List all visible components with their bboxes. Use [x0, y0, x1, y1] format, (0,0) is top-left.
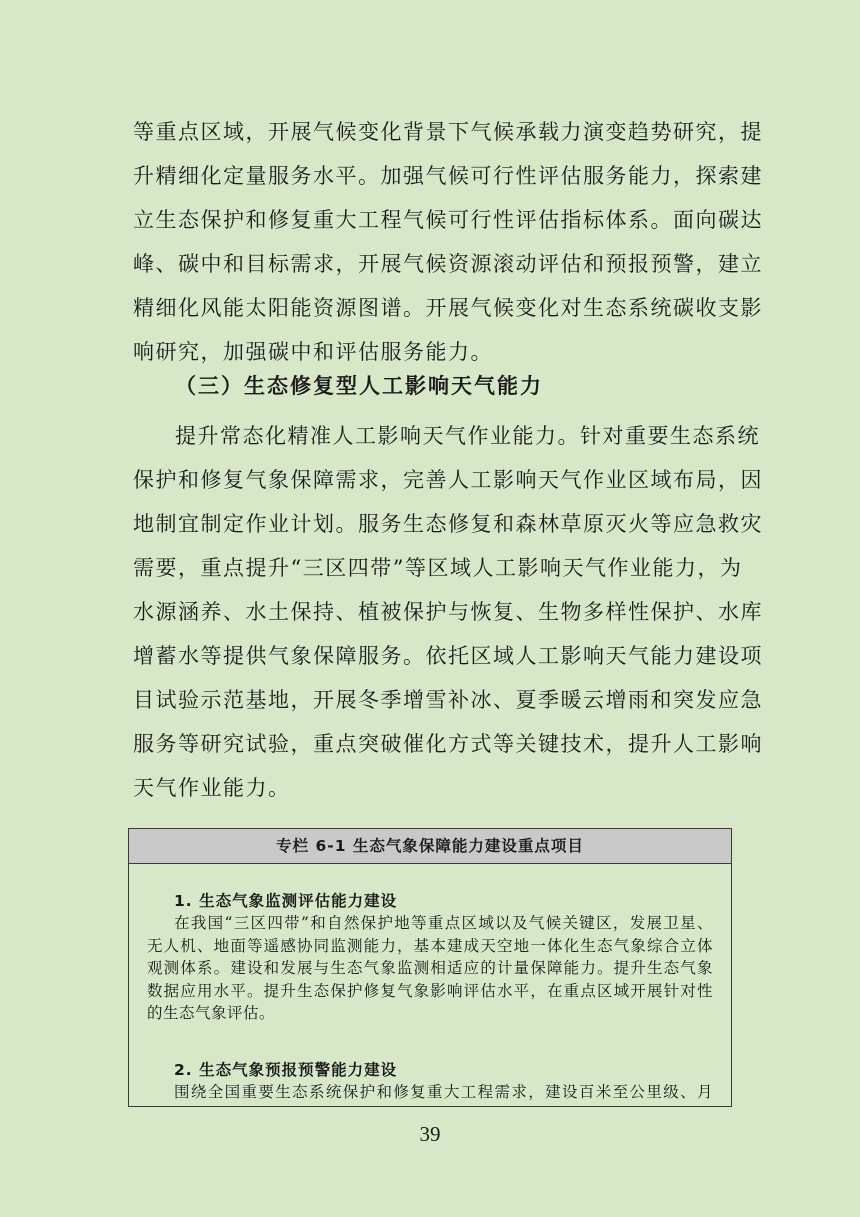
- text-line: 地制宜制定作业计划。服务生态修复和森林草原灭火等应急救灾: [133, 512, 763, 536]
- text-line: 提升常态化精准人工影响天气作业能力。针对重要生态系统: [175, 424, 760, 448]
- text-line: 天气作业能力。: [133, 776, 291, 800]
- text-line: 峰、碳中和目标需求，开展气候资源滚动评估和预报预警，建立: [133, 252, 763, 276]
- box-section-2-text: [147, 1081, 713, 1104]
- page-number: 39: [419, 1122, 441, 1146]
- box-section-1-title: 1. 生态气象监测评估能力建设: [174, 892, 398, 910]
- text-line: 响研究，加强碳中和评估服务能力。: [133, 340, 493, 364]
- text-line: 围绕全国重要生态系统保护和修复重大工程需求，建设百米至公里级、月: [174, 1083, 713, 1101]
- text-line: 观测体系。建设和发展与生态气象监测相适应的计量保障能力。提升生态气象: [147, 959, 713, 977]
- text-line: 服务等研究试验，重点突破催化方式等关键技术，提升人工影响: [133, 732, 763, 756]
- text-line: 需要，重点提升“三区四带”等区域人工影响天气作业能力，为: [133, 556, 743, 580]
- text-line: 保护和修复气象保障需求，完善人工影响天气作业区域布局，因: [133, 468, 763, 492]
- section-heading: （三）生态修复型人工影响天气能力: [175, 374, 543, 398]
- text-line: 升精细化定量服务水平。加强气候可行性评估服务能力，探索建: [133, 164, 763, 188]
- text-line: 等重点区域，开展气候变化背景下气候承载力演变趋势研究，提: [133, 120, 763, 144]
- text-line: 的生态气象评估。: [147, 1004, 276, 1022]
- body-paragraph-2: [133, 414, 763, 810]
- column-box-title: 专栏 6-1 生态气象保障能力建设重点项目: [129, 829, 731, 864]
- text-line: 无人机、地面等遥感协同监测能力，基本建成天空地一体化生态气象综合立体: [147, 936, 713, 955]
- text-line: 精细化风能太阳能资源图谱。开展气候变化对生态系统碳收支影: [133, 296, 763, 320]
- column-box: [128, 828, 732, 1107]
- text-line: 立生态保护和修复重大工程气候可行性评估指标体系。面向碳达: [133, 208, 763, 232]
- text-line: 在我国“三区四带”和自然保护地等重点区域以及气候关键区，发展卫星、: [174, 914, 713, 932]
- body-paragraph-1: [133, 110, 763, 374]
- text-line: 水源涵养、水土保持、植被保护与恢复、生物多样性保护、水库: [133, 600, 763, 624]
- text-line: 数据应用水平。提升生态保护修复气象影响评估水平，在重点区域开展针对性: [147, 981, 713, 1000]
- box-section-1-text: [147, 912, 713, 1025]
- text-line: 增蓄水等提供气象保障服务。依托区域人工影响天气能力建设项: [133, 644, 763, 668]
- box-section-2-title: 2. 生态气象预报预警能力建设: [174, 1061, 398, 1079]
- text-line: 目试验示范基地，开展冬季增雪补冰、夏季暖云增雨和突发应急: [133, 688, 763, 712]
